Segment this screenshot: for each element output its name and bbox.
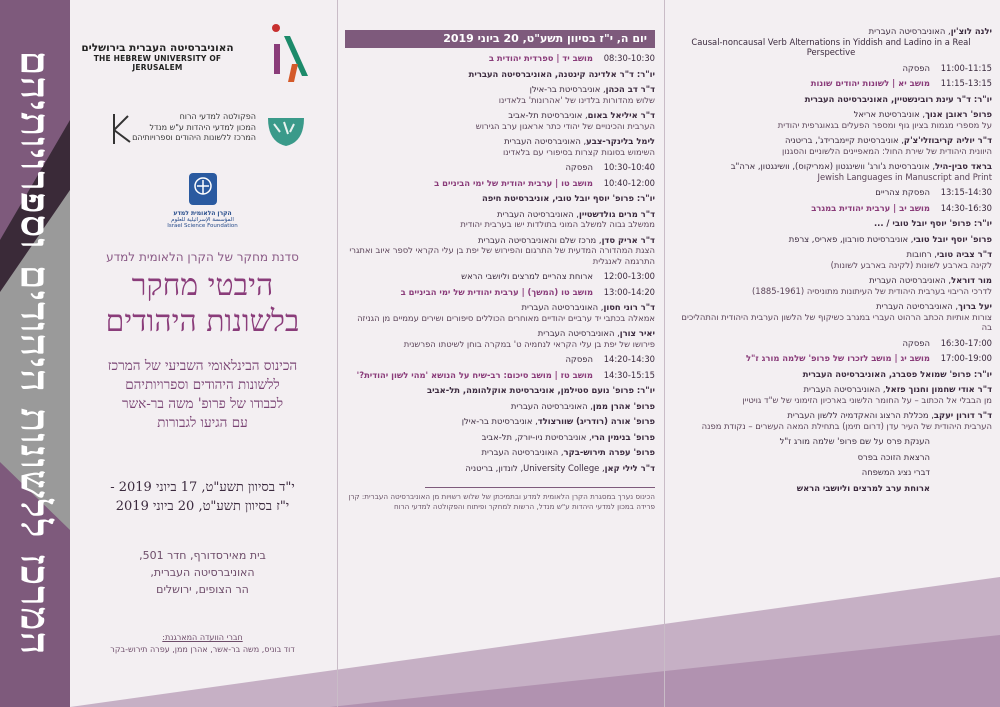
speaker [345,463,655,474]
speaker-affiliation: , האוניברסיטה העברית [521,302,604,312]
session-details [670,203,930,214]
speaker-affiliation: , מכללת הרצוג והאקדמיה ללשון העברית [787,410,934,420]
break-label: הפסקה [565,162,593,172]
talk-title: השימוש בסוגות קצרות בסיפורי עם בלאדינו [502,146,655,157]
talk-title: לקינה בארבע לשונות (לקינה בארבע לשונות) [830,259,992,270]
speaker-name: יאיר צורן [619,328,655,338]
talk-title: ממשלב גבוה למשלב המוני בתולדות ישו בערבית יהודית [460,219,655,229]
closing-item: הענקת פרס על שם פרופ' שלמה מורג ז"ל [779,436,930,446]
huji-wordmark [75,42,240,72]
isf-emblem-icon [188,172,218,206]
session-chair: יו"ר: פרופ' נועם סטילמן, אוניברסיטת אוקלהומה, תל-אביב [426,385,655,395]
fold-line [664,0,665,707]
speaker-name: יעל ברוך [958,301,992,311]
break-row [345,271,655,282]
huji-name-he: האוניברסיטה העברית בירושלים [81,42,234,54]
speaker-name: ד"ר רוני חסון [603,302,655,312]
speaker-name: פרופ' עפרה תירוש-בקר [563,447,655,457]
speaker [345,235,655,267]
session-chair: יו"ר: פרופ' יוסף יובל טובי / ... [873,218,992,228]
session-chair: יו"ר: ד"ר עינת רובינשטיין, האוניברסיטה העברית [804,93,992,104]
time-slot: 11:15-13:15 [940,78,992,88]
talk-title: Jewish Languages in Manuscript and Print [817,171,992,182]
schedule-panel-middle [345,0,655,707]
session-row [345,370,655,381]
speaker-affiliation: , האוניברסיטה העברית [504,136,587,146]
session-chair: יו"ר: פרופ' שמואל פסברג, האוניברסיטה העברית [802,368,992,379]
talk-title: הערבית והכינויים של יהודי כתר אראגון ערב הגירוש [475,120,655,131]
speaker-name: לימל בלינקר-צבע [586,136,655,146]
schedule-list [670,26,992,493]
speaker-name: פרופ' אהרן ממן [592,400,655,411]
session-row [345,287,655,298]
time-slot: 13:00-14:20 [603,286,655,297]
break-label: הפסקה [565,354,593,364]
speaker-name: ד"ר אריק סדן [601,234,655,245]
conference-dates: י"ד בסיוון תשע"ט, 17 ביוני 2019 - י"ז בסיוון תשע"ט, 20 ביוני 2019 [110,480,295,514]
speaker [345,110,655,131]
cover-panel [75,0,330,707]
day-header: יום ה, י"ז בסיוון תשע"ט, 20 ביוני 2019 [345,30,655,48]
speaker-affiliation: , אוניברסיטת בר-אילן [529,84,606,94]
talk-title: על מספרי מגמות בציון גוף ומספר הפעלים בגאוגרפית יהודית [777,119,992,130]
break-row [670,338,992,349]
talk-title: הצגת המהדורה המדעית של התרגום והפירוש של יפת בן עלי הקראי לספר איוב ואתגרי התרגמה לאנגלית [349,245,655,266]
isf-name-he: הקרן הלאומית למדע [173,210,232,217]
break-row [670,187,992,198]
isf-name-en: Israel Science Foundation [167,223,238,229]
isf-logo [75,172,330,229]
break-row [345,162,655,173]
talk-title: צורות אותיות הכתב הרהוט העברי במגרב כשיקוף של הלשון הערבית היהודית והתהליכים בה [681,311,992,332]
speaker-affiliation: , האוניברסיטה העברית [537,328,620,338]
speaker-name: ד"ר לילי קאן [604,462,655,473]
speaker-name: פרופ' אורה (רודריג) שוורצולד [537,416,655,426]
speaker [670,109,992,130]
speaker-name: ד"ר מרים גולדשטיין [578,208,655,219]
time-slot: 10:40-12:00 [603,177,655,188]
speaker-affiliation: , אוניברסיטת קיימברידג', בריטניה [784,135,904,145]
speaker-name: פרופ' יוסף יובל טובי [913,233,992,244]
closing-item: ארוחת ערב למרצים וליושבי הראש [796,482,930,493]
divider [425,487,655,488]
speaker [670,410,992,431]
speaker [670,249,992,270]
time-slot: 14:20-14:30 [603,354,655,364]
talk-title: לדרכי הריבוי בערבית היהודית של העיתונות מתוניסיה (1885-1961) [751,285,992,296]
speaker-affiliation: , University College, לונדון, בריטניה [465,462,605,473]
speaker-name: ד"ר אודי שחמון וחנוך פזאל [885,384,992,394]
speaker [670,384,992,405]
session-row [670,203,992,214]
institute-logos [96,110,326,160]
session-row [670,78,992,89]
time-slot: 10:30-10:40 [603,162,655,172]
session-row [670,353,992,364]
isf-name-ar: المؤسسة الإسرائيلية للعلوم [171,217,234,223]
speaker-name: ד"ר דב הכהן [605,84,655,94]
speaker [670,275,992,296]
speaker [345,447,655,458]
session-details [670,353,930,364]
huji-logo-icon [264,16,312,88]
closing-item: דברי נציג המשפחה [861,467,930,477]
speaker [345,209,655,230]
break-label: ארוחת צהריים למרצים וליושבי הראש [461,271,593,281]
speaker [345,136,655,157]
talk-title: היוונית היהודית של שירת החול: המאפיינים הלשוניים והסגנון [781,145,992,156]
speaker-name: ד"ר איליאל באום [587,110,655,120]
speaker-affiliation: , אוניברסיטת בר-אילן [461,416,538,426]
bowl-logo-icon [264,110,308,150]
break-row [670,63,992,74]
organizing-committee: חברי הוועדה המארגנת: דוד בוניס, משה בר-אשר, אהרן ממן, עפרה תירוש-בקר [110,633,295,654]
time-slot: 13:15-14:30 [940,187,992,197]
schedule-list [345,53,655,473]
session-details [345,287,593,298]
schedule-panel-right [670,0,992,707]
session-title: מושב יד | ספרדית יהודית ב [488,53,593,63]
session-title: מושב יב | ערבית יהודית במגרב [811,202,930,213]
time-slot: 12:00-13:00 [603,271,655,281]
session-title: מושב טו (המשך) | ערבית יהודית של ימי הביניים ב [400,286,593,297]
session-details [345,53,593,64]
session-title: מושב טו | ערבית יהודית של ימי הביניים ב [434,177,593,188]
speaker-affiliation: , רחובות [906,249,937,259]
speaker-affiliation: , האוניברסיטה העברית [876,301,959,311]
funding-note: הכינוס נערך במסגרת הקרן הלאומית למדע ובתמיכתן של שלוש רשויות מן האוניברסיטה העברית: קרן פרידה במכון למדעי היהדות ע"ש מנדל, הרשות למחקר ופיתוח והפקולטה למדעי הרוח [348,492,655,511]
speaker [670,301,992,333]
speaker-affiliation: , אוניברסיטת סורבון, פאריס, צרפת [788,233,914,244]
speaker [345,416,655,427]
speaker: ילנה לוצ'ין, האוניברסיטה העברית Causal-noncausal Verb Alternations in Yiddish and Ladino in a Real Perspective [691,26,992,57]
speaker [670,234,992,245]
speaker-affiliation: , אוניברסיטת ג'ורג' וושינגטון (אמריקוס), וושינגטון, ארה"ב [730,161,935,171]
talk-title: שלוש מהדורות בלדינו של 'אהרונות' בלאדינו [498,94,655,105]
speaker-name: פרופ' ראובן אנוך [925,109,992,119]
speaker [345,328,655,349]
conference-title: הכינוס הבינלאומי השביעי של המרכז ללשונות היהודים וספרויותיהם לכבודו של פרופ' משה בר-אשר עם הגיעו לגבורות [107,358,298,431]
session-chair: יו"ר: ד"ר אלדינה קינטנה, האוניברסיטה העברית [468,68,655,79]
speaker-name: פרופ' בנימין הרי [591,431,655,442]
speaker-name: מור דוראל [951,275,992,285]
session-details [670,78,930,89]
session-chair: יו"ר: פרופ' יוסף יובל טובי, אוניברסיטת חיפה [481,193,655,203]
time-slot: 14:30-15:15 [603,369,655,380]
speaker-affiliation: , האוניברסיטה העברית [496,208,579,219]
time-slot: 16:30-17:00 [940,337,992,348]
speaker [670,135,992,156]
center-logo-icon [108,112,132,146]
speaker [345,302,655,323]
speaker [670,161,992,182]
break-label: הפסקת צהריים [875,187,930,197]
talk-title: אמאלה בכתבי יד ערביים יהודיים מאוחרים הכוללים סיפורים ושירים עממיים מן הגניזה [357,312,655,323]
speaker-affiliation: , מרכז שלם והאוניברסיטה העברית [477,234,602,245]
speaker-affiliation: , האוניברסיטה העברית [869,275,952,285]
session-row [345,178,655,189]
speaker-affiliation: , האוניברסיטה העברית [510,400,593,411]
institute-names: הפקולטה למדעי הרוח המכון למדעי היהדות ע"ש מנדל המרכז ללשונות היהודים וספרויותיהם [132,112,256,142]
speaker-affiliation: , האוניברסיטה העברית [803,384,886,394]
huji-name-en: THE HEBREW UNIVERSITY OF JERUSALEM [93,54,222,72]
speaker-affiliation: , אוניברסיטת ניו-יורק, תל-אביב [481,431,592,442]
speaker-name: ד"ר צביה טובי [936,249,992,259]
main-title: היבטי מחקר בלשונות היהודים [105,268,300,339]
talk-title: הערבית היהודית של העיר עדן (דרום תימן) בתחילת המאה העשרים – נקודת מפנה [701,420,992,431]
session-row [345,53,655,64]
break-label: הפסקה [902,62,930,73]
venue: בית מאירסדורף, חדר 501, האוניברסיטה העברית, הר הצופים, ירושלים [139,549,266,596]
series-label: סדנת מחקר של הקרן הלאומית למדע [106,250,299,264]
speaker-name: בראד סבין-היל [935,161,992,171]
speaker [345,432,655,443]
session-title: מושב יא | לשונות יהודים שונות [810,78,930,88]
spine-title: המרכז ללשונות היהודים וספרויותיהם [11,50,59,656]
speaker-affiliation: , אוניברסיטת תל-אביב [508,110,588,120]
speaker-name: ד"ר יוליה קריבוזלי'צ'ק [903,135,992,145]
speaker-name: ד"ר דורון יעקב [933,410,992,420]
closing-item: הרצאת הזוכה בפרס [857,451,930,462]
speaker [345,84,655,105]
speaker-affiliation: , האוניברסיטה העברית [481,447,564,457]
time-slot: 08:30-10:30 [603,53,655,63]
session-details [345,178,593,189]
session-title: מושב יג | מושב לזכרו של פרופ' שלמה מורג ז"ל [745,353,930,363]
speaker [345,401,655,412]
time-slot: 11:00-11:15 [940,62,992,73]
break-label: הפסקה [902,337,930,348]
spine-banner [0,0,70,707]
speaker-affiliation: , אוניברסיטת אריאל [853,109,926,119]
time-slot: 14:30-16:30 [940,202,992,213]
break-row [345,354,655,365]
time-slot: 17:00-19:00 [940,353,992,363]
talk-title: מן הבבלי אל הכתוב – על החומר הלשוני בארכיון הזימוני של ש"ד גויטיין [742,394,992,405]
fold-line [337,0,338,707]
session-title: מושב טז | מושב סיכום: רב-שיח על הנושא 'מהי לשון יהודית?' [356,369,593,380]
session-details [345,370,593,381]
talk-title: פירושו של יפת בן עלי הקראי לנחמיה ט' במקרה בוחן לשיטתו הפרשנית [403,338,655,349]
